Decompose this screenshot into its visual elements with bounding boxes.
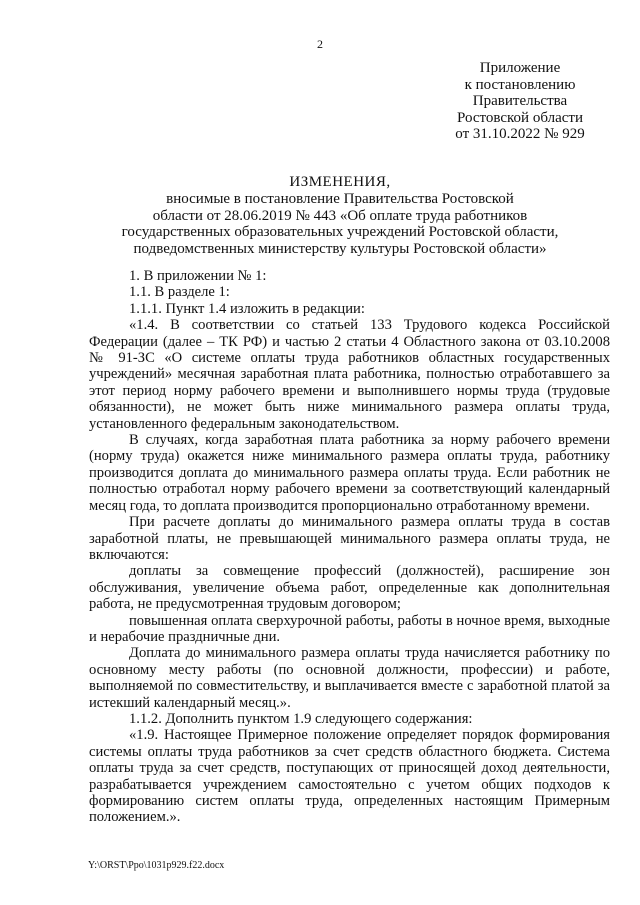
paragraph: В случаях, когда заработная плата работника за норму рабочего времени (норму труда) окажется ниже минимального размера оплаты труда, работнику производится доплата до минимального размера оплаты труда. Если работник не полностью отработал норму рабочего времени за соответствующий календарный месяц года, то доплата производится пропорционально отработанному времени. [89,432,610,514]
paragraph: 1.1. В разделе 1: [129,284,230,301]
appendix-block [440,60,600,143]
heading-title: ИЗМЕНЕНИЯ, [289,174,391,190]
paragraph: доплаты за совмещение профессий (должностей), расширение зон обслуживания, увеличение объема работ, определенные как дополнительная работа, не предусмотренная трудовым договором; [89,563,610,613]
appendix-line: от 31.10.2022 № 929 [455,126,585,143]
paragraph: «1.9. Настоящее Примерное положение определяет порядок формирования системы оплаты труда работников за счет средств областного бюджета. Система оплаты труда за счет средств, поступающих от приносящей доход деятельности, разрабатывается учреждением самостоятельно с учетом общих подходов к формированию систем оплаты труда, определенных настоящим Примерным положением.». [89,727,610,826]
heading-line: подведомственных министерству культуры Ростовской области» [133,241,547,258]
appendix-line: к постановлению [464,76,576,93]
heading-line: вносимые в постановление Правительства Ростовской [166,190,514,207]
document-heading [100,174,580,258]
paragraph: «1.4. В соответствии со статьей 133 Трудового кодекса Российской Федерации (далее – ТК РФ) и частью 2 статьи 4 Областного закона от 03.10.2008 № 91-ЗС «О системе оплаты труда работников областных государственных учреждений» месячная заработная плата работника, полностью отработавшего за этот период норму рабочего времени и выполнившего нормы труда (трудовые обязанности), не может быть ниже минимального размера оплаты труда, установленного федеральным законодательством. [89,317,610,432]
appendix-line: Правительства [472,93,568,110]
heading-line: государственных образовательных учреждений Ростовской области, [121,224,559,241]
appendix-line: Приложение [479,60,561,76]
document-body [89,268,610,826]
paragraph: 1.1.2. Дополнить пунктом 1.9 следующего содержания: [129,710,473,727]
paragraph: 1.1.1. Пункт 1.4 изложить в редакции: [129,300,365,317]
page-number: 2 [317,37,323,51]
appendix-line: Ростовской области [457,109,583,126]
paragraph: 1. В приложении № 1: [129,268,267,284]
paragraph: повышенная оплата сверхурочной работы, работы в ночное время, выходные и нерабочие праздничные дни. [89,612,610,645]
file-path-footer: Y:\ORST\Ppo\1031p929.f22.docx [88,860,225,871]
paragraph: При расчете доплаты до минимального размера оплаты труда в состав заработной платы, не превышающей минимального размера оплаты труда, не включаются: [89,514,610,563]
paragraph: Доплата до минимального размера оплаты труда начисляется работнику по основному месту работы (по основной должности, профессии) и работе, выполняемой по совместительству, и выплачивается вместе с заработной платой за истекший календарный месяц.». [89,645,610,711]
heading-line: области от 28.06.2019 № 443 «Об оплате труда работников [152,207,528,224]
